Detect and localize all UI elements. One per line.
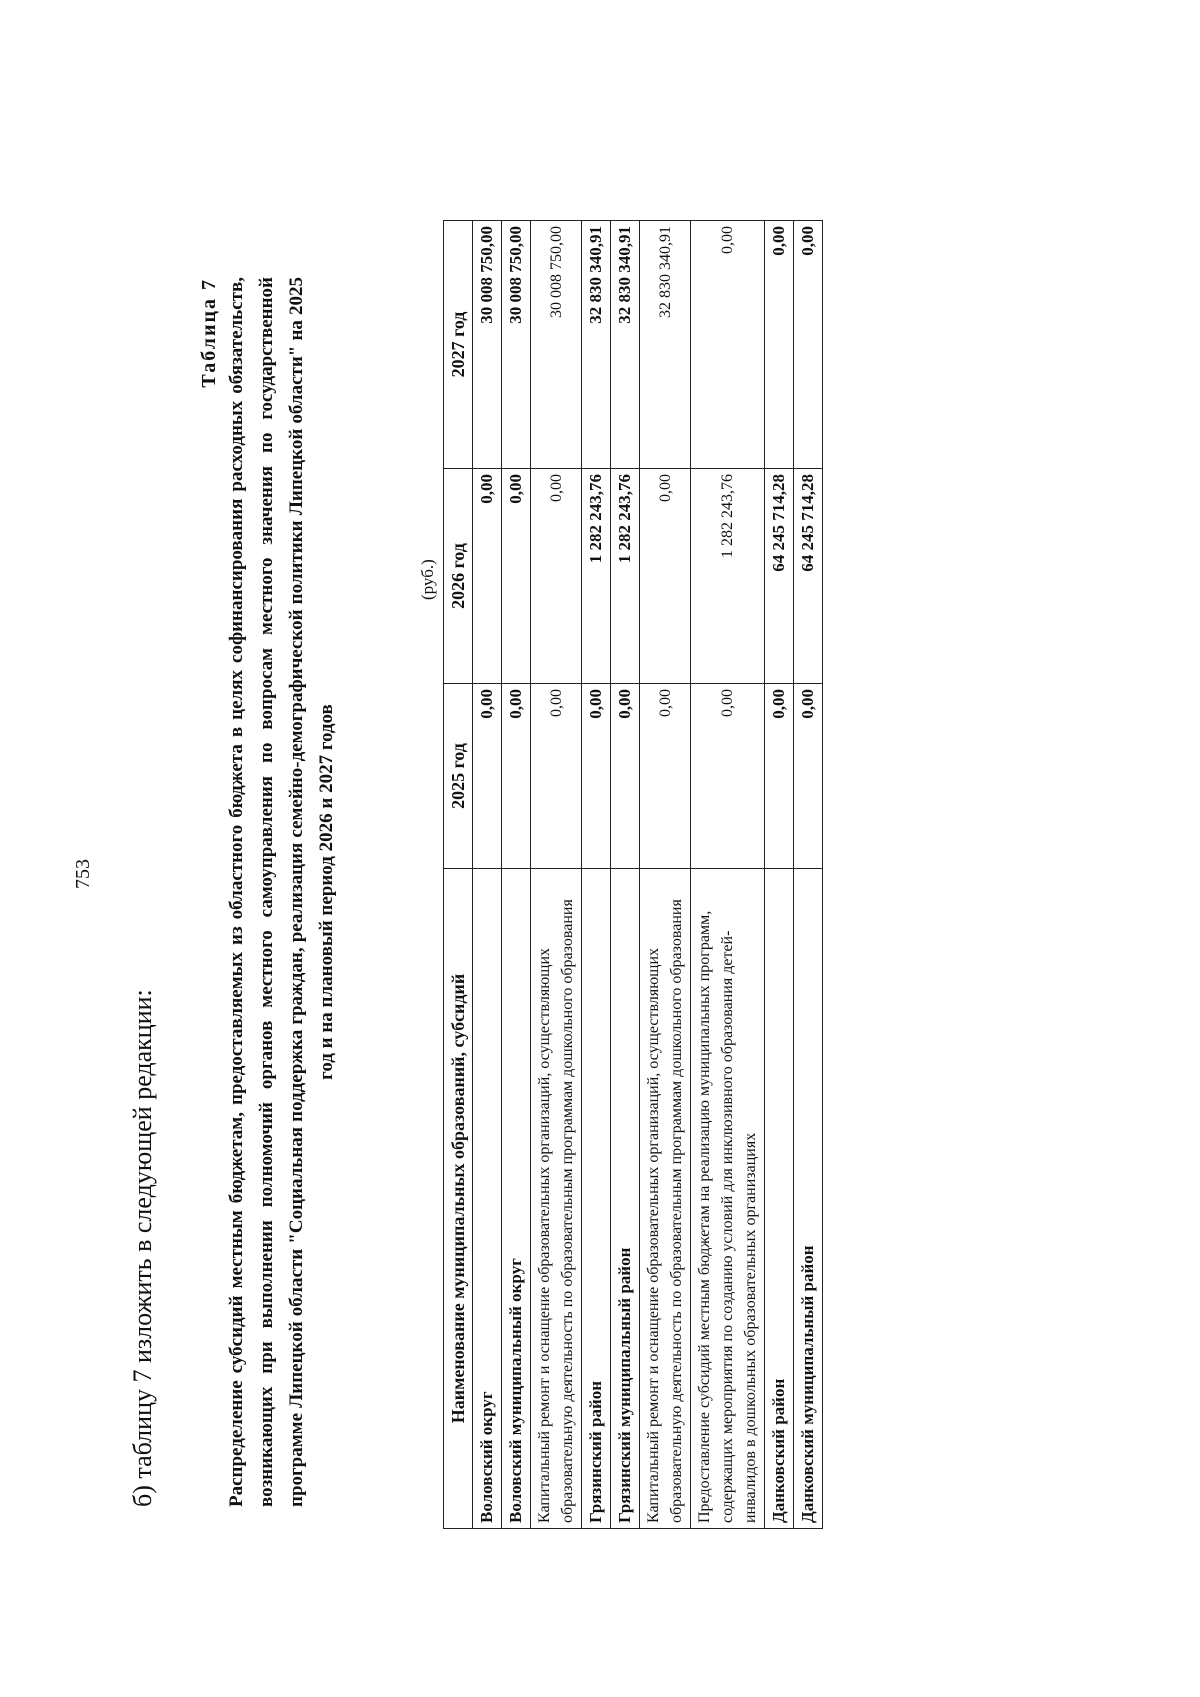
row-2026: 64 245 714,28 [765,469,794,684]
row-2026: 0,00 [502,469,531,684]
row-2025: 0,00 [691,684,765,869]
intro-line: б) таблицу 7 изложить в следующей редакции: [128,989,157,1507]
table-row [794,221,823,1529]
table-row [611,221,640,1529]
row-2027: 0,00 [691,221,765,469]
row-2025: 0,00 [531,684,582,869]
row-2026: 0,00 [640,469,691,684]
table-row [473,221,502,1529]
row-name: Грязинский район [582,869,611,1529]
table-label: Таблица 7 [198,278,220,388]
row-2027: 30 008 750,00 [531,221,582,469]
row-2026: 1 282 243,76 [582,469,611,684]
row-name: Данковский район [765,869,794,1529]
row-name: Воловский муниципальный округ [502,869,531,1529]
header-2025: 2025 год [444,684,473,869]
unit-label: (руб.) [418,559,437,600]
table-heading: Распределение субсидий местным бюджетам, предоставляемых из областного бюджета в целях софинансирования расходных обязательств, возникающих при выполнении полномочий органов местного самоуправления по вопросам местного значения по государственной программе Липецкой области "Социальная поддержка граждан, реализация семейно-демографической политики Липецкой области" на 2025 год и на плановый период 2026 и 2027 годов [226,277,337,1507]
row-2026: 64 245 714,28 [794,469,823,684]
row-2026: 1 282 243,76 [691,469,765,684]
row-2027: 0,00 [765,221,794,469]
header-2027: 2027 год [444,221,473,469]
row-2026: 0,00 [473,469,502,684]
header-2026: 2026 год [444,469,473,684]
row-2025: 0,00 [611,684,640,869]
row-2027: 30 008 750,00 [502,221,531,469]
table-row [582,221,611,1529]
row-2025: 0,00 [502,684,531,869]
row-name: Капитальный ремонт и оснащение образовательных организаций, осуществляющих образовательную деятельность по образовательным программам дошкольного образования [640,869,691,1529]
table-row [640,221,691,1529]
row-2027: 32 830 340,91 [582,221,611,469]
row-name: Грязинский муниципальный район [611,869,640,1529]
table-row [765,221,794,1529]
row-2025: 0,00 [582,684,611,869]
table-row [502,221,531,1529]
table-row [691,221,765,1529]
row-2027: 32 830 340,91 [611,221,640,469]
row-2025: 0,00 [765,684,794,869]
row-2027: 32 830 340,91 [640,221,691,469]
page-number: 753 [72,859,94,889]
row-2025: 0,00 [473,684,502,869]
row-2026: 0,00 [531,469,582,684]
row-name: Предоставление субсидий местным бюджетам на реализацию муниципальных программ, содержащих мероприятия по созданию условий для инклюзивного образования детей-инвалидов в дошкольных образовательных организациях [691,869,765,1529]
subsidies-table [443,220,823,1529]
row-name: Воловский округ [473,869,502,1529]
row-2025: 0,00 [640,684,691,869]
row-name: Данковский муниципальный район [794,869,823,1529]
row-2027: 0,00 [794,221,823,469]
row-2027: 30 008 750,00 [473,221,502,469]
row-2026: 1 282 243,76 [611,469,640,684]
header-name: Наименование муниципальных образований, субсидий [444,869,473,1529]
table-row [531,221,582,1529]
row-2025: 0,00 [794,684,823,869]
row-name: Капитальный ремонт и оснащение образовательных организаций, осуществляющих образовательную деятельность по образовательным программам дошкольного образования [531,869,582,1529]
table-header-row [444,221,473,1529]
